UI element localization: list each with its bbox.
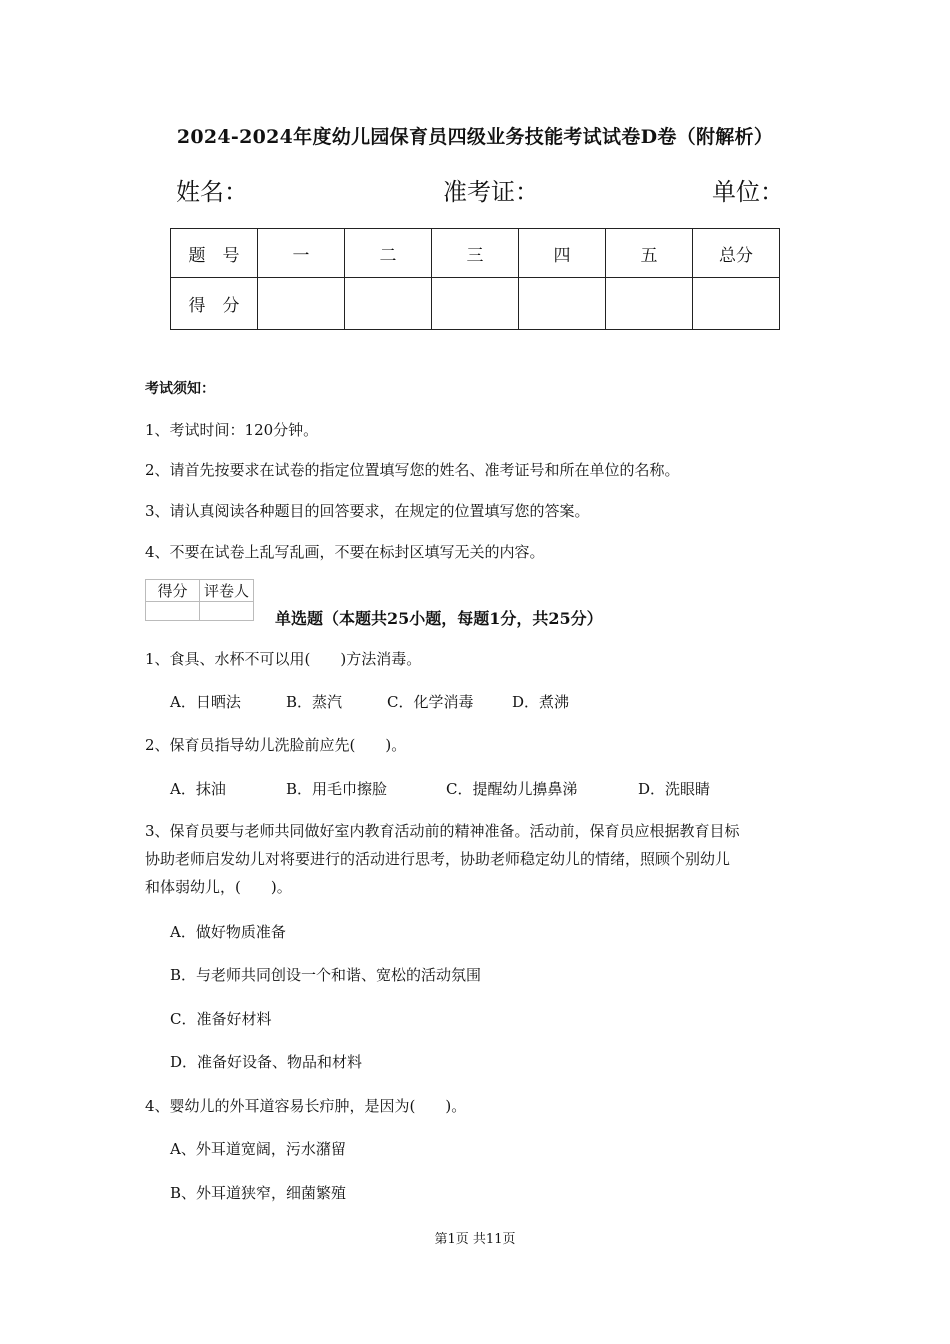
score-row-label: 得 分 <box>171 278 258 330</box>
question-option: A、外耳道宽阔，污水潴留 <box>170 1140 346 1158</box>
question-option: A．抹油 <box>170 780 226 798</box>
question-option: D．煮沸 <box>512 693 570 711</box>
notice-item: 2、请首先按要求在试卷的指定位置填写您的姓名、准考证号和所在单位的名称。 <box>145 461 680 479</box>
score-cell-3 <box>432 278 519 330</box>
score-cell-5 <box>606 278 693 330</box>
score-header-total: 总分 <box>693 229 780 278</box>
question-option: C．化学消毒 <box>387 693 474 711</box>
question-stem: 4、婴幼儿的外耳道容易长疖肿，是因为( )。 <box>145 1097 467 1115</box>
question-option: D．准备好设备、物品和材料 <box>170 1053 363 1071</box>
score-cell-1 <box>258 278 345 330</box>
score-table <box>170 228 780 330</box>
section-title: 单选题（本题共25小题，每题1分，共25分） <box>275 609 603 628</box>
score-header-label: 题 号 <box>171 229 258 278</box>
page-footer: 第1页 共11页 <box>434 1232 516 1247</box>
score-table-header-row <box>171 229 780 278</box>
grader-name-cell <box>200 602 254 621</box>
question-option: A．日晒法 <box>170 693 241 711</box>
score-header-2: 二 <box>345 229 432 278</box>
question-option: B．用毛巾擦脸 <box>286 780 388 798</box>
grader-box <box>145 579 254 621</box>
exam-id-label: 准考证： <box>443 178 539 206</box>
notice-item: 3、请认真阅读各种题目的回答要求，在规定的位置填写您的答案。 <box>145 502 590 520</box>
document-title: 2024-2024年度幼儿园保育员四级业务技能考试试卷D卷（附解析） <box>176 126 774 148</box>
score-header-5: 五 <box>606 229 693 278</box>
question-option: C．准备好材料 <box>170 1010 272 1028</box>
score-header-1: 一 <box>258 229 345 278</box>
unit-label: 单位： <box>712 178 784 206</box>
question-option: A．做好物质准备 <box>170 923 286 941</box>
question-option: B．蒸汽 <box>286 693 343 711</box>
question-stem-line: 和体弱幼儿，( )。 <box>145 878 292 896</box>
notice-heading: 考试须知： <box>145 381 215 397</box>
score-cell-4 <box>519 278 606 330</box>
grader-score-cell <box>146 602 200 621</box>
question-stem-line: 3、保育员要与老师共同做好室内教育活动前的精神准备。活动前，保育员应根据教育目标 <box>145 822 740 840</box>
question-option: B、外耳道狭窄，细菌繁殖 <box>170 1184 347 1202</box>
score-cell-2 <box>345 278 432 330</box>
score-table-score-row <box>171 278 780 330</box>
name-label: 姓名： <box>176 178 248 206</box>
grader-score-label: 得分 <box>146 580 200 602</box>
score-header-4: 四 <box>519 229 606 278</box>
question-option: D．洗眼睛 <box>638 780 711 798</box>
question-stem-line: 协助老师启发幼儿对将要进行的活动进行思考，协助老师稳定幼儿的情绪，照顾个别幼儿 <box>145 850 731 868</box>
score-cell-total <box>693 278 780 330</box>
score-header-3: 三 <box>432 229 519 278</box>
question-stem: 1、食具、水杯不可以用( )方法消毒。 <box>145 650 422 668</box>
notice-item: 1、考试时间：120分钟。 <box>145 421 319 439</box>
grader-name-label: 评卷人 <box>200 580 254 602</box>
question-stem: 2、保育员指导幼儿洗脸前应先( )。 <box>145 736 407 754</box>
question-stem <box>145 817 815 901</box>
question-option: B．与老师共同创设一个和谐、宽松的活动氛围 <box>170 966 482 984</box>
question-option: C．提醒幼儿擤鼻涕 <box>446 780 578 798</box>
notice-item: 4、不要在试卷上乱写乱画，不要在标封区填写无关的内容。 <box>145 543 545 561</box>
